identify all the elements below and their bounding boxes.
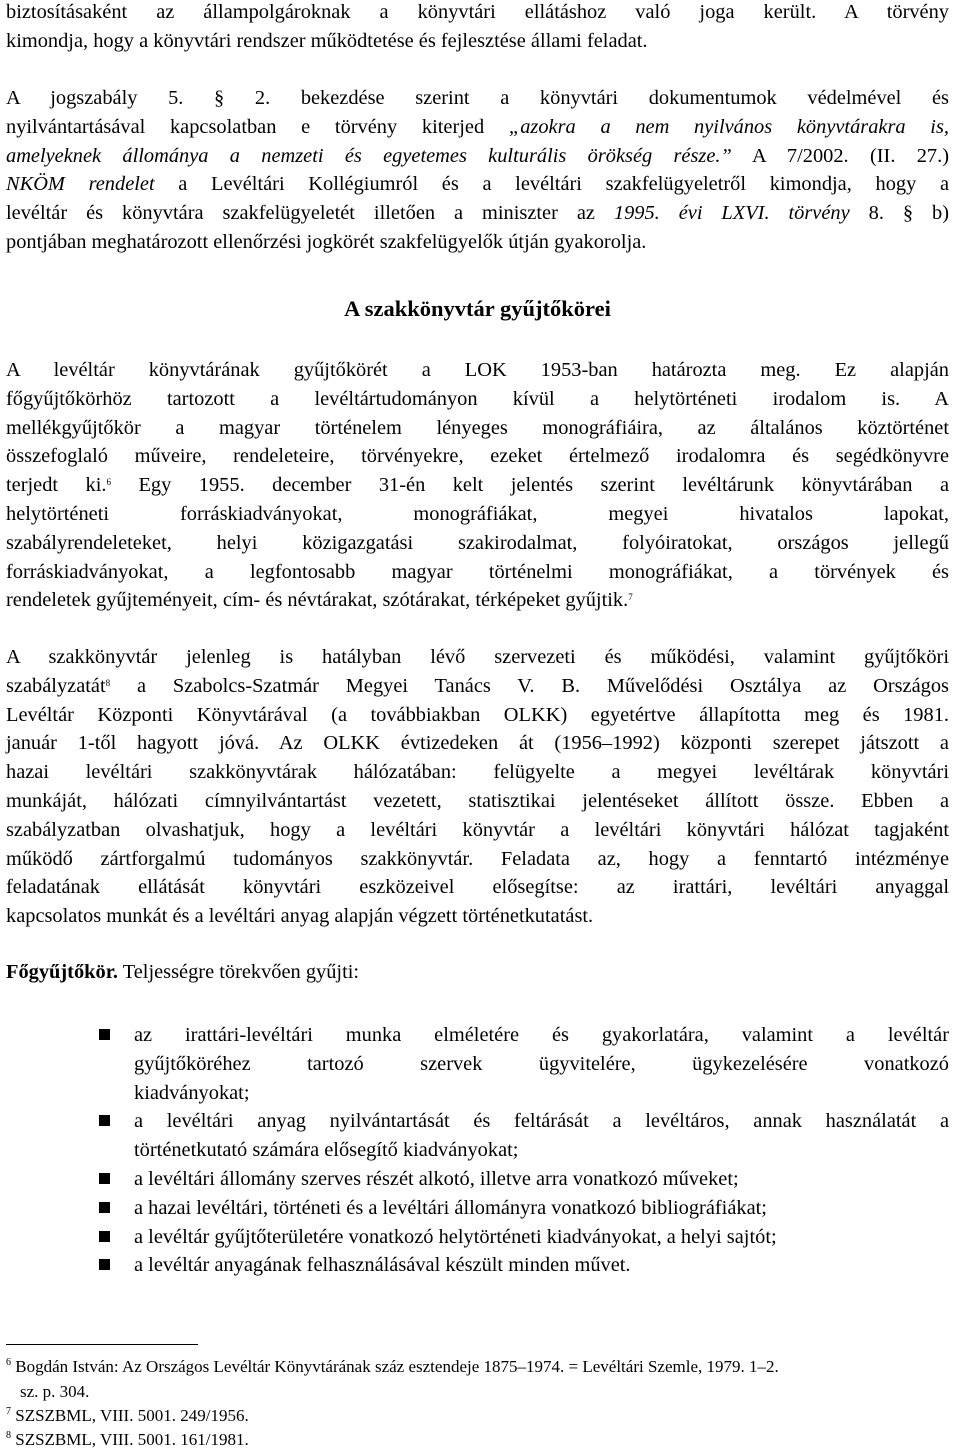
section-heading: A szakkönyvtár gyűjtőkörei	[344, 296, 611, 321]
footnote-6: $^6$ Bogdán István: Az Országos Levéltár Könyvtárának száz esztendeje 1875–1974. = Levéltári Szemle, 1979. 1–2.	[6, 1357, 779, 1376]
text-line: mellékgyűjtőkör a magyar történelem lényeges monográfiáira, az általános köztörténet	[6, 416, 949, 439]
footnote-ref: 6	[106, 477, 112, 488]
square-bullet-icon	[99, 1029, 110, 1040]
text-line: Főgyűjtőkör. Teljességre törekvően gyűjti:	[6, 961, 360, 983]
list-item: a levéltári anyag nyilvántartását és feltárását a levéltáros, annak használatát a történetkutató számára elősegítő kiadványokat;	[6, 1107, 949, 1165]
paragraph-regulation	[6, 643, 949, 931]
square-bullet-icon	[99, 1259, 110, 1270]
footnote-separator	[6, 1344, 198, 1345]
text-line: kimondja, hogy a könyvtári rendszer működtetése és fejlesztése állami feladat.	[6, 29, 648, 52]
text-line: nyilvántartásával kapcsolatban e törvény kiterjed „azokra a nem nyilvános könyvtárakra is,	[6, 115, 950, 138]
text-line: hazai levéltári szakkönyvtárak hálózatában: felügyelte a megyei levéltárak könyvtári	[6, 761, 949, 784]
text-line: összefoglaló műveire, rendeleteire, törvényekre, ezeket értelmező irodalomra és segédkönyvre	[6, 445, 949, 468]
text-line: feladatának ellátását könyvtári eszközeivel elősegítse: az irattári, levéltári anyaggal	[6, 876, 949, 899]
text-line: levéltár és könyvtára szakfelügyeletét illetően a miniszter az 1995. évi LXVI. törvény 8. § b)	[6, 202, 949, 225]
text-line: forráskiadványokat, a legfontosabb magyar történelmi monográfiákat, a törvények és	[6, 560, 949, 583]
text-line: A levéltár könyvtárának gyűjtőkörét a LOK 1953-ban határozta meg. Ez alapján	[6, 359, 949, 381]
list-item: a levéltári állomány szerves részét alkotó, illetve arra vonatkozó műveket;	[6, 1165, 949, 1194]
text-line: szabályzatát$^8$ a Szabolcs-Szatmár Megyei Tanács V. B. Művelődési Osztálya az Országos	[6, 674, 949, 697]
paragraph-collection-history	[6, 356, 949, 615]
footnote-7: $^7$ SZSZBML, VIII. 5001. 249/1956.	[6, 1406, 249, 1425]
paragraph-main-collection	[6, 958, 949, 987]
text-line: Levéltár Központi Könyvtárával (a továbbiakban OLKK) egyetértve állapította meg és 1981.	[6, 703, 949, 726]
text-line: működő zártforgalmú tudományos szakkönyvtár. Feladata az, hogy a fenntartó intézménye	[6, 847, 949, 870]
text-line: kapcsolatos munkát és a levéltári anyag alapján végzett történetkutatást.	[6, 905, 594, 928]
footnote-ref: 7	[628, 592, 633, 603]
paragraph-continuation	[6, 0, 949, 56]
collection-list	[6, 1021, 949, 1280]
text-line: A szakkönyvtár jelenleg is hatályban lévő szervezeti és működési, valamint gyűjtőköri	[6, 646, 949, 668]
footnote-6-cont: sz. p. 304.	[20, 1382, 90, 1401]
square-bullet-icon	[99, 1173, 110, 1184]
text-line: január 1-től hagyott jóvá. Az OLKK évtizedeken át (1956–1992) központi szerepet játszott a	[6, 732, 949, 755]
text-line: amelyeknek állománya a nemzeti és egyetemes kulturális örökség része.” A 7/2002. (II. 27.)	[6, 144, 949, 167]
list-item: a hazai levéltári, történeti és a levéltári állományra vonatkozó bibliográfiákat;	[6, 1194, 949, 1223]
text-line: helytörténeti forráskiadványokat, monográfiákat, megyei hivatalos lapokat,	[6, 502, 949, 525]
text-line: munkáját, hálózati címnyilvántartást vezetett, statisztikai jelentéseket állított össze. Ebben a	[6, 789, 949, 812]
text-line: NKÖM rendelet a Levéltári Kollégiumról és a levéltári szakfelügyeletről kimondja, hogy a	[6, 173, 949, 196]
text-line: rendeletek gyűjteményeit, cím- és névtárakat, szótárakat, térképeket gyűjtik.$^7$	[6, 589, 633, 612]
list-item: a levéltár gyűjtőterületére vonatkozó helytörténeti kiadványokat, a helyi sajtót;	[6, 1223, 949, 1252]
text-line: biztosításaként az állampolgároknak a könyvtári ellátáshoz való joga került. A törvény	[6, 1, 949, 23]
text-line: A jogszabály 5. § 2. bekezdése szerint a könyvtári dokumentumok védelmével és	[6, 87, 949, 109]
footnote-8: $^8$ SZSZBML, VIII. 5001. 161/1981.	[6, 1430, 249, 1449]
text-line: pontjában meghatározott ellenőrzési jogkörét szakfelügyelők útján gyakorolja.	[6, 230, 647, 253]
text-line: szabályrendeleteket, helyi közigazgatási szakirodalmat, folyóiratokat, országos jellegű	[6, 531, 949, 554]
list-item: a levéltár anyagának felhasználásával készült minden művet.	[6, 1251, 949, 1280]
square-bullet-icon	[99, 1115, 110, 1126]
paragraph-legal	[6, 84, 949, 257]
text-line: szabályzatban olvashatjuk, hogy a levéltári könyvtár a levéltári könyvtári hálózat tagjaként	[6, 818, 949, 841]
term-main-collection: Főgyűjtőkör.	[6, 961, 118, 983]
footnote-ref: 8	[105, 677, 111, 688]
square-bullet-icon	[99, 1231, 110, 1242]
text-line: főgyűjtőkörhöz tartozott a levéltártudományon kívül a helytörténeti irodalom is. A	[6, 387, 949, 410]
square-bullet-icon	[99, 1202, 110, 1213]
list-item: az irattári-levéltári munka elméletére és gyakorlatára, valamint a levéltár gyűjtőköréhez tartozó szervek ügyvitelére, ügykezelésére vonatkozó kiadványokat;	[6, 1021, 949, 1107]
text-line: terjedt ki.$^6$ Egy 1955. december 31-én kelt jelentés szerint levéltárunk könyvtárában a	[6, 474, 949, 497]
